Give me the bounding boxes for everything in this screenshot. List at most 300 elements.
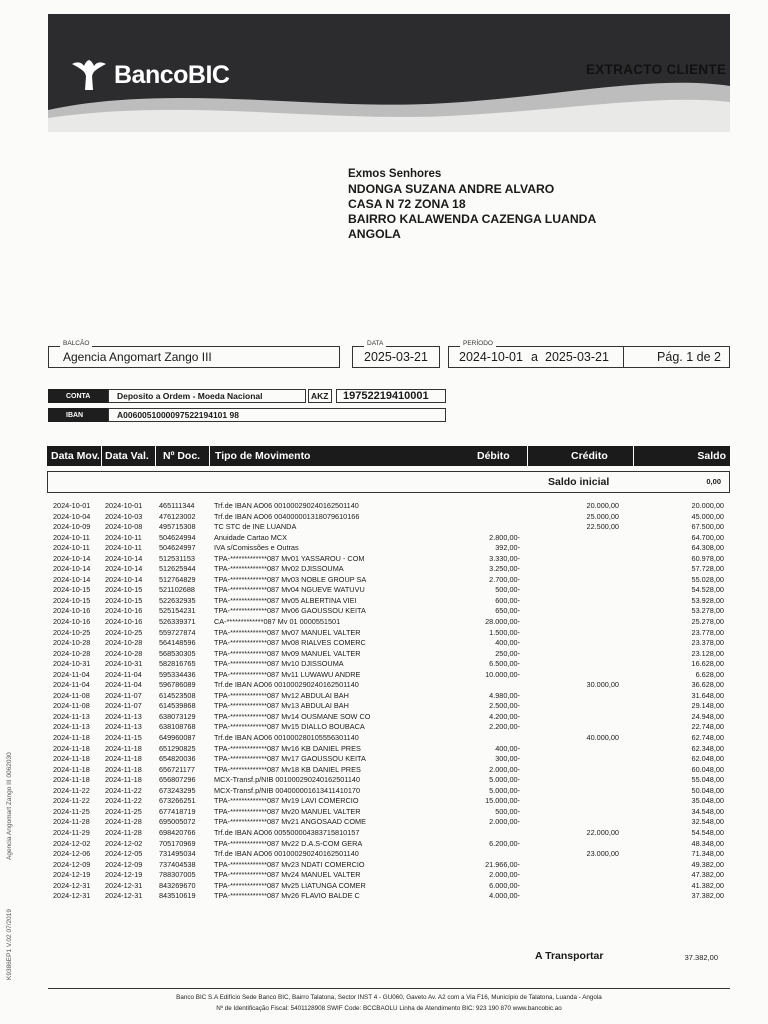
row-n-doc: 651290825 (159, 743, 196, 753)
row-data-mov: 2024-12-19 (53, 870, 91, 880)
row-n-doc: 568530305 (159, 648, 196, 658)
col-data-val: Data Val. (105, 450, 149, 462)
table-row (0, 680, 768, 691)
table-row (0, 649, 768, 660)
row-credito: 23.000,00 (586, 849, 619, 859)
row-data-mov: 2024-10-28 (53, 638, 91, 648)
row-tipo: Anuidade Cartao MCX (214, 532, 288, 542)
movements-table-header (47, 446, 730, 466)
row-data-val: 2024-10-03 (105, 511, 143, 521)
period-to: 2025-03-21 (545, 350, 609, 364)
row-saldo: 36.628,00 (691, 680, 724, 690)
table-row (0, 617, 768, 628)
row-debito: 2.700,00- (489, 574, 520, 584)
row-n-doc: 695005072 (159, 817, 196, 827)
iban-label: IBAN (48, 408, 108, 422)
col-n-doc: Nº Doc. (163, 450, 201, 462)
row-data-val: 2024-11-28 (105, 817, 142, 827)
document-title: EXTRACTO CLIENTE (586, 62, 727, 77)
row-n-doc: 522632935 (159, 595, 196, 605)
row-data-val: 2024-11-15 (105, 733, 142, 743)
row-tipo: TPA-*************087 Mv19 LAVI COMERCIO (214, 796, 359, 806)
row-data-val: 2024-11-28 (105, 827, 142, 837)
row-saldo: 53.928,00 (691, 595, 724, 605)
row-data-val: 2024-10-28 (105, 648, 143, 658)
row-data-val: 2024-10-11 (105, 543, 142, 553)
row-data-mov: 2024-11-22 (53, 796, 90, 806)
period-label: PERÍODO (460, 340, 496, 347)
recipient-address (348, 167, 596, 242)
bank-logo (70, 58, 229, 92)
row-data-mov: 2024-11-18 (53, 743, 90, 753)
row-data-val: 2024-10-11 (105, 532, 142, 542)
row-tipo: TC STC de INE LUANDA (214, 522, 297, 532)
row-tipo: TPA-*************087 Mv24 MANUEL VALTER (214, 870, 361, 880)
period-from: 2024-10-01 (459, 350, 523, 364)
footer-divider (48, 988, 730, 989)
table-row (0, 860, 768, 871)
period-page-divider (623, 347, 624, 367)
row-debito: 4.200,00- (489, 711, 520, 721)
row-data-val: 2024-11-07 (105, 701, 142, 711)
row-data-mov: 2024-11-29 (53, 827, 90, 837)
row-data-val: 2024-12-31 (105, 891, 143, 901)
row-saldo: 16.628,00 (691, 659, 724, 669)
table-row (0, 691, 768, 702)
row-data-mov: 2024-10-01 (53, 501, 91, 510)
row-data-val: 2024-10-15 (105, 595, 143, 605)
row-data-mov: 2024-11-18 (53, 733, 90, 743)
row-saldo: 23.128,00 (691, 648, 724, 658)
row-n-doc: 504624994 (159, 532, 196, 542)
date-label: DATA (364, 340, 386, 347)
row-data-val: 2024-11-25 (105, 806, 142, 816)
row-data-mov: 2024-11-04 (53, 669, 90, 679)
table-row (0, 839, 768, 850)
table-row (0, 638, 768, 649)
row-saldo: 62.048,00 (691, 754, 724, 764)
col-divider (633, 446, 634, 466)
row-data-val: 2024-10-15 (105, 585, 143, 595)
table-row (0, 828, 768, 839)
row-tipo: TPA-*************087 Mv08 RIALVES COMERC (214, 638, 366, 648)
account-row (48, 389, 446, 403)
row-data-mov: 2024-11-13 (53, 722, 90, 732)
row-n-doc: 596786089 (159, 680, 196, 690)
row-saldo: 64.308,00 (691, 543, 724, 553)
table-row (0, 543, 768, 554)
table-row (0, 765, 768, 776)
row-data-mov: 2024-10-11 (53, 543, 90, 553)
row-n-doc: 521102688 (159, 585, 195, 595)
saldo-inicial-value: 0,00 (706, 477, 721, 486)
row-n-doc: 737404538 (159, 859, 196, 869)
row-data-mov: 2024-11-08 (53, 690, 90, 700)
row-data-mov: 2024-12-02 (53, 838, 91, 848)
row-data-mov: 2024-10-14 (53, 553, 91, 563)
row-credito: 25.000,00 (586, 511, 619, 521)
row-tipo: TPA-*************087 Mv09 MANUEL VALTER (214, 648, 361, 658)
conta-label: CONTA (48, 389, 108, 403)
row-saldo: 37.382,00 (691, 891, 724, 901)
row-tipo: TPA-*************087 Mv02 DJISSOUMA (214, 564, 344, 574)
row-data-val: 2024-11-18 (105, 743, 142, 753)
row-debito: 5.000,00- (489, 785, 520, 795)
row-data-mov: 2024-10-15 (53, 585, 91, 595)
row-data-mov: 2024-10-09 (53, 522, 91, 532)
row-debito: 500,00- (495, 585, 520, 595)
date-value: 2025-03-21 (364, 350, 428, 364)
side-form-code: K9386EP1 V.02 07/2019 (6, 909, 13, 980)
row-data-mov: 2024-10-25 (53, 627, 91, 637)
row-n-doc: 512625944 (159, 564, 196, 574)
row-tipo: TPA-*************087 Mv17 GAOUSSOU KEITA (214, 754, 366, 764)
row-debito: 10.000,00- (485, 669, 520, 679)
row-credito: 22.000,00 (586, 827, 619, 837)
table-row (0, 891, 768, 902)
row-tipo: CA-*************087 Mv 01 0000551501 (214, 617, 341, 627)
col-divider (155, 446, 156, 466)
row-n-doc: 656721177 (159, 764, 195, 774)
row-n-doc: 843269670 (159, 880, 196, 890)
row-data-mov: 2024-10-28 (53, 648, 91, 658)
table-row (0, 670, 768, 681)
row-data-mov: 2024-11-22 (53, 785, 90, 795)
row-data-val: 2024-10-14 (105, 564, 143, 574)
row-saldo: 23.778,00 (691, 627, 724, 637)
table-row (0, 744, 768, 755)
address-line: Exmos Senhores (348, 168, 442, 180)
row-debito: 4.000,00- (489, 891, 520, 901)
row-data-mov: 2024-12-06 (53, 849, 91, 859)
row-tipo: Trf.de IBAN AO06 001000290240162501140 (214, 680, 359, 690)
row-saldo: 55.048,00 (691, 775, 724, 785)
row-data-mov: 2024-10-14 (53, 574, 91, 584)
row-tipo: TPA-*************087 Mv15 DIALLO BOUBACA (214, 722, 365, 732)
table-row (0, 775, 768, 786)
row-tipo: TPA-*************087 Mv26 FLAVIO BALDE C (214, 891, 360, 901)
table-row (0, 606, 768, 617)
row-tipo: TPA-*************087 Mv18 KB DANIEL PRES (214, 764, 361, 774)
row-n-doc: 582816765 (159, 659, 196, 669)
col-saldo: Saldo (697, 450, 726, 462)
row-data-val: 2024-10-08 (105, 522, 143, 532)
col-debito: Débito (477, 450, 510, 462)
row-data-mov: 2024-10-16 (53, 606, 91, 616)
row-saldo: 25.278,00 (691, 617, 724, 627)
table-row (0, 796, 768, 807)
row-saldo: 24.948,00 (691, 711, 724, 721)
balcao-label: BALCÃO (60, 340, 92, 347)
row-tipo: TPA-*************087 Mv07 MANUEL VALTER (214, 627, 361, 637)
row-debito: 6.200,00- (489, 838, 520, 848)
row-n-doc: 476123002 (159, 511, 196, 521)
row-debito: 21.966,00- (485, 859, 520, 869)
currency: AKZ (308, 389, 332, 403)
row-data-val: 2024-11-18 (105, 775, 142, 785)
period-box (448, 346, 730, 368)
row-tipo: TPA-*************087 Mv16 KB DANIEL PRES (214, 743, 361, 753)
row-saldo: 6.628,00 (695, 669, 724, 679)
row-data-mov: 2024-11-08 (53, 701, 90, 711)
row-saldo: 49.382,00 (691, 859, 724, 869)
row-data-val: 2024-10-14 (105, 553, 143, 563)
transport-label: A Transportar (535, 950, 604, 962)
row-n-doc: 526339371 (159, 617, 196, 627)
row-n-doc: 638108768 (159, 722, 196, 732)
row-data-val: 2024-11-13 (105, 722, 142, 732)
row-debito: 500,00- (495, 806, 520, 816)
table-row (0, 807, 768, 818)
table-row (0, 585, 768, 596)
row-saldo: 23.378,00 (691, 638, 724, 648)
row-data-mov: 2024-10-16 (53, 617, 91, 627)
row-data-val: 2024-10-14 (105, 574, 143, 584)
row-tipo: Trf.de IBAN AO06 005500004383715810157 (214, 827, 360, 837)
row-tipo: Trf.de IBAN AO06 001000290240162501140 (214, 501, 359, 510)
row-tipo: TPA-*************087 Mv06 GAOUSSOU KEITA (214, 606, 366, 616)
row-n-doc: 525154231 (159, 606, 196, 616)
row-n-doc: 677418719 (159, 806, 196, 816)
table-row (0, 596, 768, 607)
address-line: ANGOLA (348, 227, 401, 241)
table-row (0, 754, 768, 765)
row-debito: 2.800,00- (489, 532, 520, 542)
address-line: CASA N 72 ZONA 18 (348, 197, 466, 211)
row-saldo: 60.048,00 (691, 764, 724, 774)
row-tipo: Trf.de IBAN AO06 001000290240162501140 (214, 849, 359, 859)
row-data-val: 2024-11-04 (105, 669, 142, 679)
row-data-val: 2024-10-25 (105, 627, 143, 637)
row-data-val: 2024-12-19 (105, 870, 143, 880)
col-divider (101, 446, 102, 466)
row-tipo: MCX-Transf.p/NIB 004000001613411410170 (214, 785, 361, 795)
row-data-val: 2024-12-05 (105, 849, 143, 859)
table-row (0, 659, 768, 670)
table-row (0, 881, 768, 892)
table-row (0, 522, 768, 533)
row-n-doc: 559727874 (159, 627, 196, 637)
iban-value: A0060051000097522194101 98 (108, 408, 446, 422)
row-debito: 650,00- (495, 606, 520, 616)
row-data-mov: 2024-11-25 (53, 806, 90, 816)
row-n-doc: 512531153 (159, 553, 195, 563)
row-debito: 28.000,00- (485, 617, 520, 627)
row-saldo: 54.548,00 (691, 827, 724, 837)
footer-line-2: Nº de Identificação Fiscal: 5401128908 SWIF Code: BCCBAOLU Linha de Atendimento BIC: 923 190 870 www.bancobic.ao (216, 1005, 562, 1012)
row-n-doc: 512764829 (159, 574, 196, 584)
row-n-doc: 654820036 (159, 754, 196, 764)
row-n-doc: 698420766 (159, 827, 196, 837)
row-saldo: 62.748,00 (691, 733, 724, 743)
row-debito: 2.000,00- (489, 870, 520, 880)
row-credito: 40.000,00 (586, 733, 619, 743)
saldo-inicial-label: Saldo inicial (548, 476, 610, 488)
row-data-mov: 2024-12-31 (53, 891, 91, 901)
balcao-value: Agencia Angomart Zango III (63, 350, 212, 364)
row-debito: 4.980,00- (489, 690, 520, 700)
page-number: Pág. 1 de 2 (657, 350, 721, 364)
row-data-mov: 2024-10-11 (53, 532, 90, 542)
movements-table-body (0, 501, 768, 902)
row-n-doc: 673266251 (159, 796, 196, 806)
row-debito: 2.000,00- (489, 764, 520, 774)
date-box (352, 346, 440, 368)
table-row (0, 533, 768, 544)
row-debito: 300,00- (495, 754, 520, 764)
row-data-val: 2024-11-18 (105, 754, 142, 764)
row-data-val: 2024-11-22 (105, 796, 142, 806)
row-debito: 392,00- (495, 543, 520, 553)
row-tipo: TPA-*************087 Mv01 YASSAROU - COM (214, 553, 365, 563)
footer-line-1: Banco BIC S.A Edifício Sede Banco BIC, Bairro Talatona, Sector INST 4 - GU060, Gaveto Av. A2 com a Via F16, Município de Talatona, Luanda - Angola (176, 994, 602, 1001)
address-line: BAIRRO KALAWENDA CAZENGA LUANDA (348, 212, 597, 226)
row-tipo: TPA-*************087 Mv10 DJISSOUMA (214, 659, 344, 669)
row-debito: 3.250,00- (489, 564, 520, 574)
balcao-box (48, 346, 340, 368)
row-debito: 600,00- (495, 595, 520, 605)
row-data-mov: 2024-12-09 (53, 859, 91, 869)
row-tipo: TPA-*************087 Mv25 LIATUNGA COMER (214, 880, 366, 890)
row-tipo: TPA-*************087 Mv12 ABDULAI BAH (214, 690, 349, 700)
row-saldo: 50.048,00 (691, 785, 724, 795)
row-n-doc: 788307005 (159, 870, 196, 880)
row-data-mov: 2024-11-18 (53, 764, 90, 774)
row-tipo: IVA s/Comissões e Outras (214, 543, 299, 553)
bank-name: BancoBIC (114, 60, 230, 89)
row-debito: 1.500,00- (489, 627, 520, 637)
saldo-inicial-row (47, 471, 730, 493)
row-n-doc: 564148596 (159, 638, 196, 648)
row-saldo: 60.978,00 (691, 553, 724, 563)
row-saldo: 29.148,00 (691, 701, 724, 711)
row-data-val: 2024-11-18 (105, 764, 142, 774)
row-saldo: 71.348,00 (691, 849, 724, 859)
iban-row (48, 408, 446, 422)
row-debito: 2.000,00- (489, 817, 520, 827)
table-row (0, 701, 768, 712)
row-debito: 2.500,00- (489, 701, 520, 711)
row-n-doc: 649960087 (159, 733, 196, 743)
row-saldo: 45.000,00 (691, 511, 724, 521)
side-branch-text: Agencia Angomart Zango III 0062030 (6, 752, 13, 860)
period-separator: a (531, 350, 538, 364)
table-row (0, 501, 768, 512)
row-data-val: 2024-10-28 (105, 638, 143, 648)
table-row (0, 712, 768, 723)
row-saldo: 22.748,00 (691, 722, 724, 732)
row-debito: 250,00- (495, 648, 520, 658)
row-data-mov: 2024-10-04 (53, 511, 91, 521)
row-n-doc: 495715308 (159, 522, 196, 532)
row-tipo: Trf.de IBAN AO06 001000280105556301140 (214, 733, 359, 743)
row-debito: 15.000,00- (485, 796, 520, 806)
table-row (0, 628, 768, 639)
row-data-val: 2024-11-04 (105, 680, 142, 690)
row-data-val: 2024-11-13 (105, 711, 142, 721)
row-tipo: TPA-*************087 Mv13 ABDULAI BAH (214, 701, 349, 711)
row-data-mov: 2024-11-13 (53, 711, 90, 721)
address-line: NDONGA SUZANA ANDRE ALVARO (348, 182, 555, 196)
table-row (0, 733, 768, 744)
table-row (0, 575, 768, 586)
row-saldo: 67.500,00 (691, 522, 724, 532)
row-saldo: 35.048,00 (691, 796, 724, 806)
row-n-doc: 465111344 (159, 501, 195, 510)
row-data-mov: 2024-10-14 (53, 564, 91, 574)
row-tipo: Trf.de IBAN AO06 004000001318079610166 (214, 511, 360, 521)
col-credito: Crédito (571, 450, 608, 462)
row-tipo: TPA-*************087 Mv21 ANGOSAAD COME (214, 817, 366, 827)
row-credito: 22.500,00 (586, 522, 619, 532)
row-data-val: 2024-12-09 (105, 859, 143, 869)
row-n-doc: 673243295 (159, 785, 196, 795)
row-data-mov: 2024-11-04 (53, 680, 90, 690)
table-row (0, 722, 768, 733)
row-saldo: 48.348,00 (691, 838, 724, 848)
row-data-val: 2024-10-31 (105, 659, 143, 669)
row-n-doc: 504624997 (159, 543, 196, 553)
row-data-mov: 2024-11-28 (53, 817, 90, 827)
row-saldo: 64.700,00 (691, 532, 724, 542)
table-row (0, 554, 768, 565)
table-row (0, 870, 768, 881)
col-divider (527, 446, 528, 466)
row-tipo: TPA-*************087 Mv11 LUWAWU ANDRE (214, 669, 361, 679)
row-saldo: 53.278,00 (691, 606, 724, 616)
row-saldo: 55.028,00 (691, 574, 724, 584)
row-debito: 5.000,00- (489, 775, 520, 785)
row-credito: 30.000,00 (586, 680, 619, 690)
table-row (0, 786, 768, 797)
row-tipo: TPA-*************087 Mv14 OUSMANE SOW CO (214, 711, 371, 721)
row-saldo: 20.000,00 (691, 501, 724, 510)
row-data-mov: 2024-11-18 (53, 754, 90, 764)
row-credito: 20.000,00 (586, 501, 619, 510)
row-data-val: 2024-10-01 (105, 501, 143, 510)
table-row (0, 817, 768, 828)
row-n-doc: 595334436 (159, 669, 196, 679)
row-n-doc: 731495034 (159, 849, 196, 859)
table-row (0, 849, 768, 860)
row-tipo: TPA-*************087 Mv22 D.A.S-COM GERA (214, 838, 363, 848)
row-tipo: TPA-*************087 Mv04 NGUEVE WATUVU (214, 585, 365, 595)
row-data-val: 2024-12-31 (105, 880, 143, 890)
row-tipo: TPA-*************087 Mv05 ALBERTINA VIEI (214, 595, 357, 605)
row-tipo: TPA-*************087 Mv23 NDATI COMERCIO (214, 859, 365, 869)
baobab-tree-icon (70, 58, 108, 92)
row-n-doc: 614539868 (159, 701, 196, 711)
row-saldo: 62.348,00 (691, 743, 724, 753)
table-row (0, 564, 768, 575)
row-data-val: 2024-10-16 (105, 606, 143, 616)
row-data-mov: 2024-12-31 (53, 880, 91, 890)
row-saldo: 57.728,00 (691, 564, 724, 574)
row-debito: 2.200,00- (489, 722, 520, 732)
row-tipo: TPA-*************087 Mv03 NOBLE GROUP SA (214, 574, 367, 584)
row-saldo: 34.548,00 (691, 806, 724, 816)
conta-type: Deposito a Ordem - Moeda Nacional (108, 389, 306, 403)
col-data-mov: Data Mov. (51, 450, 100, 462)
row-data-mov: 2024-10-15 (53, 595, 91, 605)
row-saldo: 41.382,00 (691, 880, 724, 890)
row-n-doc: 705170969 (159, 838, 196, 848)
row-data-val: 2024-11-07 (105, 690, 142, 700)
table-row (0, 512, 768, 523)
col-divider (209, 446, 210, 466)
col-tipo: Tipo de Movimento (215, 450, 311, 462)
row-data-mov: 2024-11-18 (53, 775, 90, 785)
